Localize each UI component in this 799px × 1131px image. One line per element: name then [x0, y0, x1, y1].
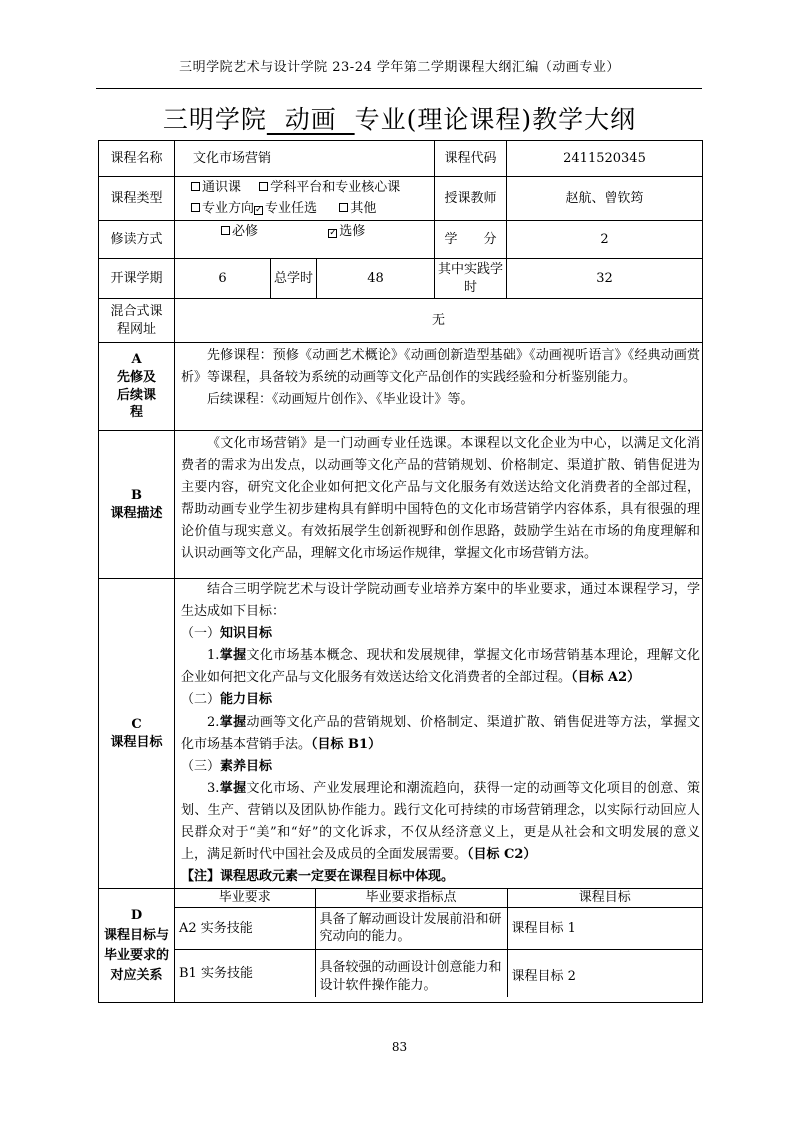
knowledge-heading [181, 623, 700, 645]
section-d-letter: D [130, 907, 143, 923]
quality-heading-text: 素养目标 [220, 758, 273, 774]
mapping-header-objective: 课程目标 [507, 889, 702, 907]
mapping-indicator: 具备了解动画设计发展前沿和研究动向的能力。 [315, 907, 507, 949]
knowledge-heading-num: （一） [181, 626, 221, 642]
option-core: 学科平台和专业核心课 [270, 180, 401, 196]
checkbox-other [339, 203, 348, 212]
section-b-title: 课程描述 [110, 505, 163, 521]
knowledge-heading-text: 知识目标 [220, 626, 273, 642]
option-optional: 选修 [339, 224, 366, 239]
title-prefix: 三明学院 [162, 105, 267, 134]
section-b-content [175, 431, 703, 579]
section-d-title: 课程目标与毕业要求的对应关系 [103, 927, 169, 983]
section-c-title: 课程目标 [110, 734, 163, 750]
term-value: 6 [175, 259, 271, 299]
row-section-b [99, 431, 703, 579]
course-name-value: 文化市场营销 [175, 141, 435, 177]
row-section-a [99, 343, 703, 431]
course-type-line-1 [191, 178, 430, 198]
ability-key: 掌握 [219, 714, 247, 730]
row-section-d [99, 889, 703, 1003]
title-suffix: 专业(理论课程)教学大纲 [354, 105, 637, 134]
row-term [99, 259, 703, 299]
practice-hours-label: 其中实践学时 [435, 259, 507, 299]
row-course-url [99, 299, 703, 343]
quality-heading-num: （三） [181, 758, 221, 774]
credit-label: 学 分 [435, 221, 507, 259]
prerequisite-text: 先修课程：预修《动画艺术概论》《动画创新造型基础》《动画视听语言》《经典动画赏析》等课程，具备较为系统的动画等文化产品创作的实践经验和分析鉴别能力。 [181, 348, 700, 386]
section-a-label [99, 343, 175, 431]
section-a-content [175, 343, 703, 431]
ability-heading-text: 能力目标 [220, 692, 273, 708]
header-rule [96, 88, 702, 89]
credit-value: 2 [507, 221, 703, 259]
total-hours-value: 48 [317, 259, 435, 299]
mapping-table [175, 889, 702, 997]
quality-key: 掌握 [219, 780, 247, 796]
checkbox-general [191, 182, 200, 191]
checkbox-elective-checked: ✓ [255, 204, 263, 215]
page-number: 83 [391, 1040, 408, 1054]
checkbox-direction [191, 203, 200, 212]
ability-heading-num: （二） [181, 692, 221, 708]
ability-heading [181, 689, 700, 711]
course-type-label: 课程类型 [99, 177, 175, 221]
section-c-letter: C [131, 717, 142, 733]
option-general: 通识课 [202, 180, 242, 196]
objectives-intro: 结合三明学院艺术与设计学院动画专业培养方案中的毕业要求，通过本课程学习，学生达成如下目标： [181, 582, 700, 620]
ability-prefix: 2. [207, 714, 220, 730]
ability-tag: （目标 B1） [311, 736, 382, 752]
course-type-options [175, 177, 435, 221]
section-d-label [99, 889, 175, 1003]
checkbox-required [221, 226, 230, 235]
course-description: 《文化市场营销》是一门动画专业任选课。本课程以文化企业为中心，以满足文化消费者的需求为出发点，以动画等文化产品的营销规划、价格制定、渠道扩散、销售促进为主要内容，研究文化企业如何把文化产品与文化服务有效送达给文化消费者的全部过程，帮助动画专业学生初步建构具有鲜明中国特色的文化市场营销学内容体系，具有很强的理论价值与现实意义。有效拓展学生创新视野和创作思路，鼓励学生站在市场的角度理解和认识动画等文化产品，理解文化市场运作规律，掌握文化市场营销方法。 [181, 436, 700, 562]
course-url-value: 无 [175, 299, 703, 343]
term-label: 开课学期 [99, 259, 175, 299]
mapping-row [175, 907, 702, 949]
quality-text: 文化市场、产业发展理论和潮流趋向，获得一定的动画等文化项目的创意、策划、生产、营销以及团队协作能力。践行文化可持续的市场营销理念，以实际行动回应人民群众对于“美”和“好”的文化诉求，不仅从经济意义上，更是从社会和文明发展的意义上，满足新时代中国社会及成员的全面发展需要。 [181, 780, 700, 863]
checkbox-optional-checked: ✓ [329, 228, 337, 238]
mapping-indicator: 具备较强的动画设计创意能力和设计软件操作能力。 [315, 949, 507, 997]
teacher-label: 授课教师 [435, 177, 507, 221]
checkbox-core [259, 182, 268, 191]
course-code-value: 2411520345 [507, 141, 703, 177]
mapping-objective: 课程目标 2 [507, 949, 702, 997]
section-a-letter: A [131, 352, 142, 368]
option-elective: 专业任选 [265, 200, 318, 216]
row-course-name [99, 141, 703, 177]
section-b-letter: B [131, 487, 142, 503]
section-d-content [175, 889, 703, 1003]
quality-objective [181, 778, 700, 866]
syllabus-table [98, 140, 703, 1003]
knowledge-prefix: 1. [207, 648, 220, 664]
follow-up-text: 后续课程：《动画短片创作》、《毕业设计》等。 [207, 392, 474, 408]
note-text: 课程思政元素一定要在课程目标中体现。 [220, 869, 455, 885]
quality-heading [181, 756, 700, 778]
note-tag: 【注】 [181, 869, 221, 885]
document-title [0, 100, 799, 136]
ability-text: 动画等文化产品的营销规划、价格制定、渠道扩散、销售促进等方法，掌握文化市场基本营销手法。 [181, 714, 700, 752]
practice-hours-value: 32 [507, 259, 703, 299]
ability-objective [181, 712, 700, 756]
course-url-label: 混合式课程网址 [99, 299, 175, 343]
knowledge-text: 文化市场基本概念、现状和发展规律，掌握文化市场营销基本理论，理解文化企业如何把文化产品与文化服务有效送达给文化消费者的全部过程。 [181, 648, 700, 686]
ideological-note [181, 866, 700, 888]
mapping-requirement: A2 实务技能 [175, 907, 315, 949]
study-mode-label: 修读方式 [99, 221, 175, 259]
section-a-title: 先修及后续课程 [116, 369, 156, 421]
title-major: 动画 [266, 105, 355, 134]
mapping-requirement: B1 实务技能 [175, 949, 315, 997]
mapping-header-row [175, 889, 702, 907]
row-section-c [99, 579, 703, 889]
mapping-header-indicator: 毕业要求指标点 [315, 889, 507, 907]
course-name-label: 课程名称 [99, 141, 175, 177]
knowledge-tag: （目标 A2） [571, 670, 641, 686]
teacher-value: 赵航、曾钦筠 [507, 177, 703, 221]
option-other: 其他 [350, 200, 377, 216]
section-c-label [99, 579, 175, 889]
mapping-objective: 课程目标 1 [507, 907, 702, 949]
study-mode-options [175, 221, 435, 259]
knowledge-key: 掌握 [219, 648, 247, 664]
quality-prefix: 3. [207, 780, 220, 796]
running-header: 三明学院艺术与设计学院 23-24 学年第二学期课程大纲汇编（动画专业） [179, 60, 620, 75]
mapping-row [175, 949, 702, 997]
row-course-type [99, 177, 703, 221]
section-b-label [99, 431, 175, 579]
mapping-header-requirement: 毕业要求 [175, 889, 315, 907]
option-required: 必修 [232, 224, 259, 239]
quality-tag: （目标 C2） [467, 847, 537, 863]
section-c-content [175, 579, 703, 889]
option-direction: 专业方向 [202, 200, 255, 216]
course-type-line-2 [191, 199, 430, 219]
knowledge-objective [181, 645, 700, 689]
total-hours-label: 总学时 [271, 259, 317, 299]
row-study-mode [99, 221, 703, 259]
course-code-label: 课程代码 [435, 141, 507, 177]
